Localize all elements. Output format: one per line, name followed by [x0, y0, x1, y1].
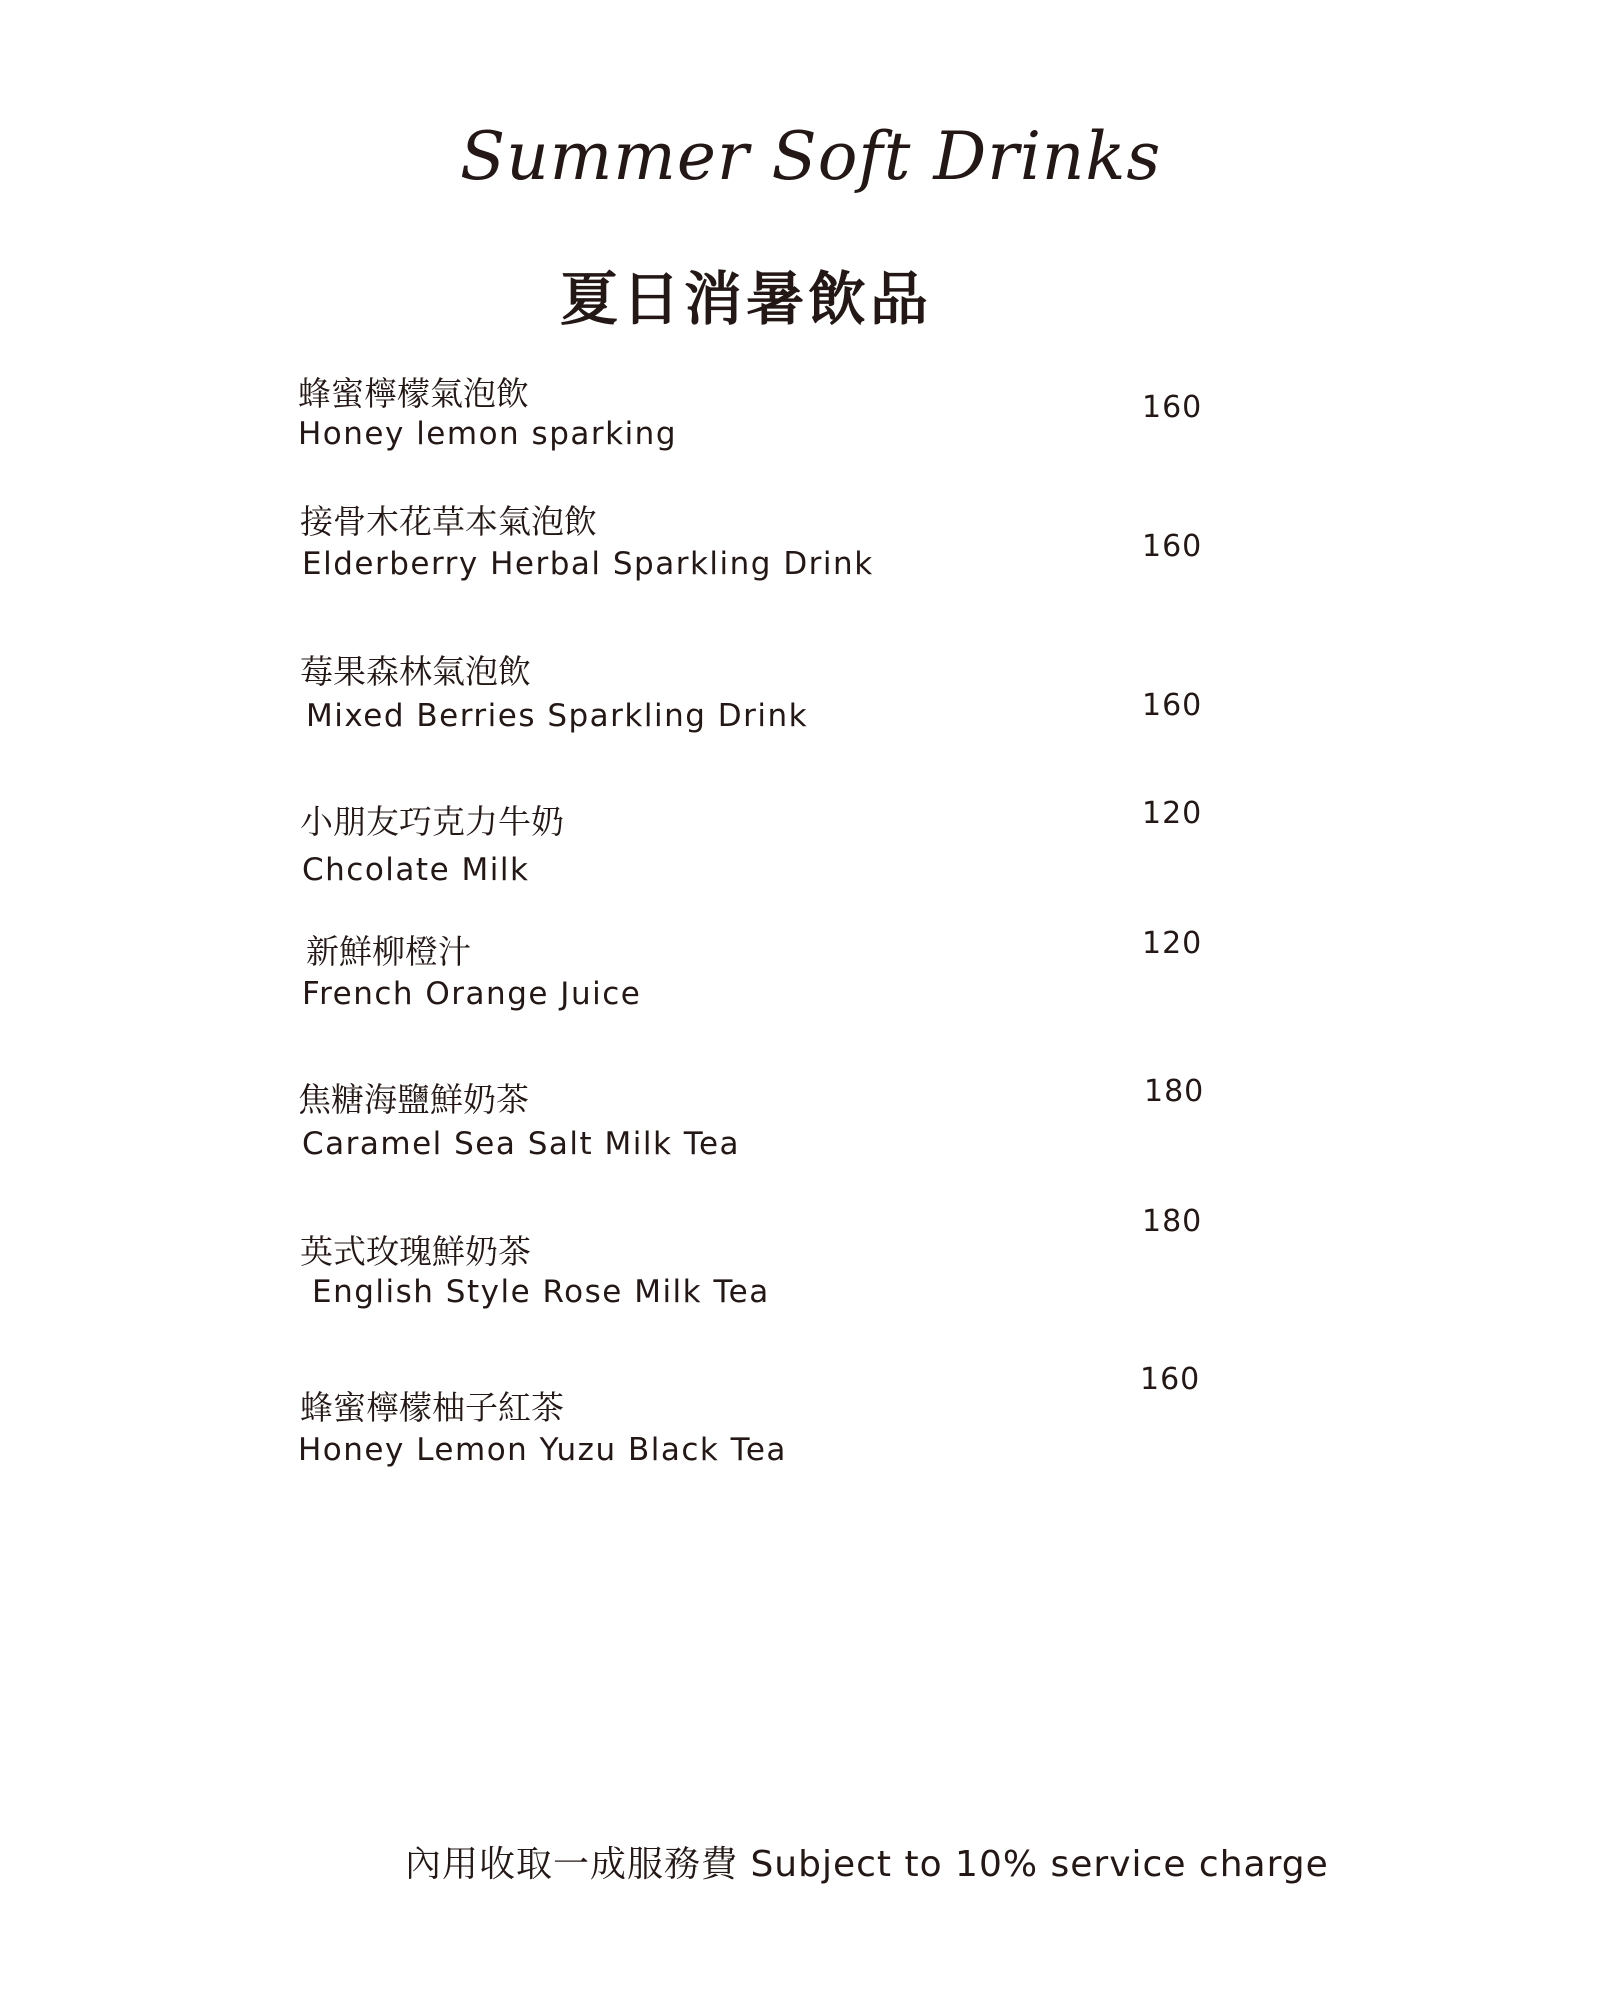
item-price: 120 [1142, 926, 1203, 961]
item-name-english: Honey lemon sparking [298, 416, 678, 452]
item-price: 160 [1142, 529, 1203, 564]
item-name-english: English Style Rose Milk Tea [312, 1274, 770, 1310]
menu-item [0, 796, 1615, 916]
item-name-english: French Orange Juice [302, 976, 642, 1012]
item-name-english: Caramel Sea Salt Milk Tea [302, 1126, 741, 1162]
menu-item [0, 368, 1615, 488]
menu-item [0, 1204, 1615, 1344]
item-name-chinese: 蜂蜜檸檬柚子紅茶 [300, 1388, 564, 1427]
item-name-chinese: 英式玫瑰鮮奶茶 [300, 1232, 531, 1271]
item-price: 180 [1142, 1204, 1203, 1239]
menu-title-chinese: 夏日消暑飲品 [560, 265, 933, 333]
item-name-chinese: 新鮮柳橙汁 [306, 932, 471, 971]
item-price: 120 [1142, 796, 1203, 831]
menu-item [0, 646, 1615, 766]
item-price: 160 [1142, 688, 1203, 723]
item-name-english: Mixed Berries Sparkling Drink [306, 698, 809, 734]
menu-item [0, 1074, 1615, 1194]
menu-item [0, 496, 1615, 616]
item-name-english: Chcolate Milk [302, 852, 530, 888]
item-name-english: Honey Lemon Yuzu Black Tea [298, 1432, 787, 1468]
item-price: 180 [1144, 1074, 1205, 1109]
item-name-chinese: 焦糖海鹽鮮奶茶 [298, 1080, 529, 1119]
item-price: 160 [1142, 390, 1203, 425]
item-name-chinese: 小朋友巧克力牛奶 [300, 802, 564, 841]
menu-item [0, 926, 1615, 1046]
service-charge-note: 內用收取一成服務費 Subject to 10% service charge [405, 1844, 1329, 1885]
item-name-chinese: 莓果森林氣泡飲 [300, 652, 531, 691]
item-name-chinese: 接骨木花草本氣泡飲 [300, 502, 597, 541]
menu-title-english: Summer Soft Drinks [460, 118, 1162, 195]
menu-item [0, 1362, 1615, 1502]
item-name-chinese: 蜂蜜檸檬氣泡飲 [298, 374, 529, 413]
item-price: 160 [1140, 1362, 1201, 1397]
item-name-english: Elderberry Herbal Sparkling Drink [302, 546, 874, 582]
